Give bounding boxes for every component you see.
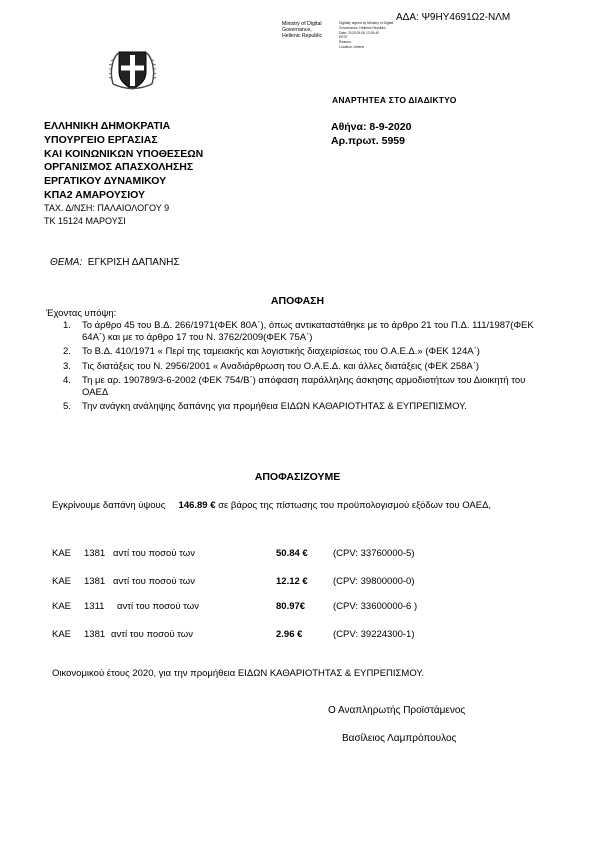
address-block bbox=[44, 202, 169, 227]
list-item-text: Τη με αρ. 190789/3-6-2002 (ΦΕΚ 754/Β΄) απόφαση παράλληλης άσκησης αρμοδιοτήτων του Διοικητή του ΟΑΕΔ bbox=[82, 374, 526, 399]
fiscal-year-note: Οικονομικού έτους 2020, για την προμήθεια ΕΙΔΩΝ ΚΑΘΑΡΙΟΤΗΤΑΣ & ΕΥΠΡΕΠΙΣΜΟΥ. bbox=[52, 668, 425, 679]
kae-code: 1381 bbox=[84, 629, 106, 640]
kae-label: ΚΑΕ bbox=[52, 576, 72, 587]
subject-text: ΕΓΚΡΙΣΗ ΔΑΠΑΝΗΣ bbox=[87, 257, 180, 268]
signature-issuer-line: Hellenic Republic bbox=[282, 33, 323, 39]
resolution-heading: ΑΠΟΦΑΣΙΖΟΥΜΕ bbox=[254, 471, 341, 483]
list-item bbox=[60, 401, 552, 413]
list-item-text: Την ανάγκη ανάληψης δαπάνης για προμήθεια ΕΙΔΩΝ ΚΑΘΑΡΙΟΤΗΤΑΣ & ΕΥΠΡΕΠΙΣΜΟΥ. bbox=[82, 401, 467, 413]
approval-paragraph bbox=[52, 500, 542, 513]
organization-block bbox=[44, 120, 203, 203]
kae-amount: 50.84 € bbox=[276, 548, 308, 559]
list-item bbox=[60, 361, 552, 373]
list-item-number: 1. bbox=[63, 320, 71, 331]
decision-heading: ΑΠΟΦΑΣΗ bbox=[270, 295, 325, 307]
kae-amount: 12.12 € bbox=[276, 576, 308, 587]
kae-cpv: (CPV: 33600000-6 ) bbox=[333, 601, 418, 612]
signature-details bbox=[339, 21, 393, 50]
list-item-text: Το άρθρο 45 του Β.Δ. 266/1971(ΦΕΚ 80Α΄), όπως αντικαταστάθηκε με το άρθρο 21 του Π.Δ. 111/1987(ΦΕΚ 64Α΄) και με το άρθρο 17 του Ν. 3762/2009(ΦΕΚ 75Α΄) bbox=[82, 320, 534, 344]
organization-line: ΕΛΛΗΝΙΚΗ ΔΗΜΟΚΡΑΤΙΑ bbox=[44, 120, 171, 132]
organization-line: ΥΠΟΥΡΓΕΙΟ ΕΡΓΑΣΙΑΣ bbox=[44, 133, 158, 146]
kae-text: αντί του ποσού των bbox=[117, 601, 199, 612]
kae-label: ΚΑΕ bbox=[52, 548, 72, 559]
approval-suffix: σε βάρος της πίστωσης του προϋπολογισμού εξόδων του ΟΑΕΔ, bbox=[218, 500, 492, 511]
address-line: ΤΑΧ. Δ/ΝΣΗ: ΠΑΛΑΙΟΛΟΓΟΥ 9 bbox=[44, 203, 170, 213]
approval-prefix: Εγκρίνουμε δαπάνη ύψους bbox=[52, 500, 166, 511]
kae-amount: 2.96 € bbox=[276, 629, 303, 640]
kae-label: ΚΑΕ bbox=[52, 601, 72, 612]
signature-detail-line: Digitally signed by Ministry of Digital bbox=[339, 21, 394, 25]
organization-line: ΟΡΓΑΝΙΣΜΟΣ ΑΠΑΣΧΟΛΗΣΗΣ bbox=[44, 161, 194, 174]
signature-detail-line: EEST bbox=[339, 35, 348, 40]
address-line: ΤΚ 15124 ΜΑΡΟΥΣΙ bbox=[44, 215, 126, 226]
kae-code: 1381 bbox=[84, 548, 106, 559]
budget-line-row bbox=[0, 601, 595, 614]
list-item-number: 3. bbox=[63, 360, 71, 372]
signature-issuer-line: Governance, bbox=[282, 27, 312, 33]
organization-line: ΚΑΙ ΚΟΙΝΩΝΙΚΩΝ ΥΠΟΘΕΣΕΩΝ bbox=[44, 147, 204, 160]
greek-coat-of-arms-emblem bbox=[109, 46, 156, 93]
kae-text: αντί του ποσού των bbox=[111, 629, 193, 640]
signature-detail-line: Governance, Hellenic Republic bbox=[339, 25, 386, 30]
protocol-number: Αρ.πρωτ. 5959 bbox=[331, 135, 405, 147]
ada-code: ΑΔΑ: Ψ9ΗΥ4691Ω2-ΝΛΜ bbox=[396, 12, 511, 23]
budget-line-row bbox=[0, 576, 595, 589]
kae-code: 1381 bbox=[84, 576, 106, 587]
kae-amount: 80.97€ bbox=[276, 601, 306, 612]
organization-line: ΚΠΑ2 ΑΜΑΡΟΥΣΙΟΥ bbox=[44, 188, 146, 201]
organization-line: ΕΡΓΑΤΙΚΟΥ ΔΥΝΑΜΙΚΟΥ bbox=[44, 175, 167, 188]
budget-line-row bbox=[0, 548, 595, 561]
list-item-number: 4. bbox=[63, 374, 71, 386]
kae-code: 1311 bbox=[84, 601, 105, 612]
signature-detail-line: Date: 2020.09.08 12:05:40 bbox=[339, 30, 380, 35]
emblem-icon bbox=[109, 46, 156, 93]
list-item-number: 5. bbox=[63, 401, 71, 413]
list-item bbox=[60, 320, 552, 344]
document-date: Αθήνα: 8-9-2020 bbox=[331, 121, 412, 133]
signature-detail-line: Location: Athens bbox=[339, 44, 365, 49]
approval-total-amount: 146.89 € bbox=[178, 500, 216, 511]
list-item-text: Το Β.Δ. 410/1971 « Περί της ταμειακής και λογιστικής διαχειρίσεως του Ο.Α.Ε.Δ.» (ΦΕΚ 124Α΄) bbox=[82, 346, 480, 358]
posted-online-notice: ΑΝΑΡΤΗΤΕΑ ΣΤΟ ΔΙΑΔΙΚΤΥΟ bbox=[332, 95, 457, 105]
kae-cpv: (CPV: 33760000-5) bbox=[333, 548, 415, 559]
considerations-intro: Έχοντας υπόψη: bbox=[46, 308, 117, 319]
subject-label: ΘΕΜΑ: bbox=[50, 257, 83, 268]
kae-cpv: (CPV: 39800000-0) bbox=[333, 576, 415, 587]
signer-title: Ο Αναπληρωτής Προϊστάμενος bbox=[328, 705, 466, 716]
kae-cpv: (CPV: 39224300-1) bbox=[333, 629, 415, 640]
considerations-list bbox=[60, 320, 552, 415]
kae-text: αντί του ποσού των bbox=[113, 576, 195, 587]
list-item-number: 2. bbox=[63, 346, 71, 358]
signature-issuer bbox=[282, 21, 322, 39]
signature-issuer-line: Ministry of Digital bbox=[282, 21, 322, 27]
budget-line-row bbox=[0, 629, 595, 642]
date-block bbox=[331, 120, 411, 148]
subject-line bbox=[50, 257, 180, 268]
kae-label: ΚΑΕ bbox=[52, 629, 72, 640]
list-item bbox=[60, 346, 552, 358]
signer-name: Βασίλειος Λαμπρόπουλος bbox=[342, 733, 457, 744]
list-item-text: Τις διατάξεις του Ν. 2956/2001 « Αναδιάρθρωση του Ο.Α.Ε.Δ. και άλλες διατάξεις (ΦΕΚ 258Α΄) bbox=[82, 360, 480, 372]
kae-text: αντί του ποσού των bbox=[113, 548, 195, 559]
list-item bbox=[60, 375, 552, 399]
signature-detail-line: Reason: bbox=[339, 40, 352, 45]
